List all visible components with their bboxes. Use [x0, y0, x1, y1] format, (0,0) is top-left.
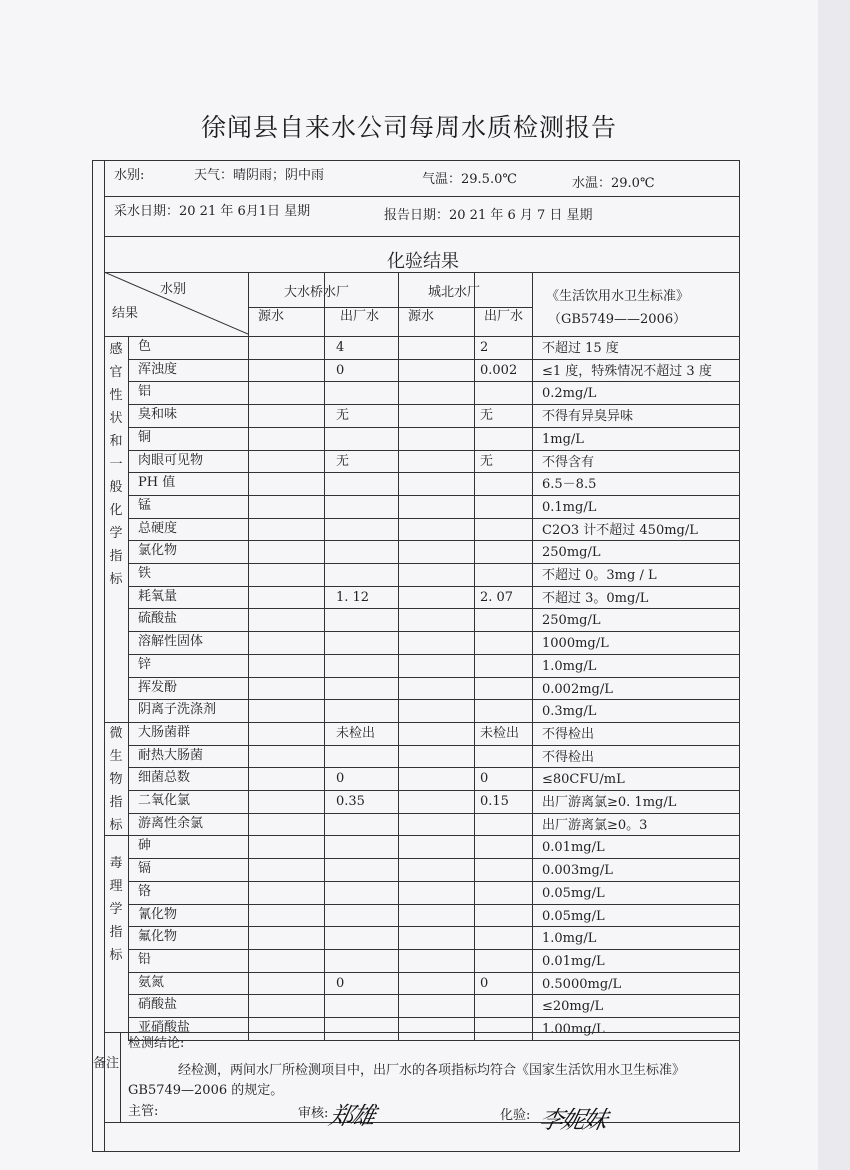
row-divider [128, 404, 740, 405]
remarks-top-divider [104, 1032, 740, 1033]
column-line-p2s [398, 272, 399, 1040]
row-divider [128, 835, 740, 836]
standard-value: 0.2mg/L [542, 386, 597, 402]
plant1-outflow-value: 0 [336, 362, 345, 378]
standard-value: 0.01mg/L [542, 953, 605, 969]
item-name: 砷 [138, 838, 152, 854]
category-microbial: 微生物指标 [109, 726, 123, 833]
standard-value: ≤1 度，特殊情况不超过 3 度 [542, 363, 712, 379]
standard-value: 0.3mg/L [542, 704, 597, 720]
row-divider [128, 790, 740, 791]
standard-value: 不超过 0。3mg / L [542, 568, 657, 583]
section-title: 化验结果 [387, 251, 459, 272]
row-divider [128, 359, 740, 360]
item-name: 总硬度 [138, 520, 178, 536]
item-name: 锌 [138, 656, 152, 672]
plant2-outflow-value: 2 [480, 340, 489, 355]
item-name: 色 [138, 339, 152, 354]
conclusion-line1: 经检测，两间水厂所检测项目中，出厂水的各项指标均符合《国家生活饮用水卫生标准》 [178, 1063, 686, 1078]
standard-value: 0.003mg/L [542, 863, 613, 879]
plant2-outflow-value: 0.002 [480, 362, 518, 378]
row-divider [128, 904, 740, 905]
plant2-outflow-value: 2. 07 [480, 589, 514, 605]
reviewer-label: 审核: [298, 1106, 329, 1121]
row-divider [128, 654, 740, 655]
plant1-outflow-value: 0 [336, 771, 345, 787]
row-divider [128, 1040, 740, 1041]
header-plant2: 城北水厂 [428, 285, 481, 300]
standard-value: 1.00mg/L [542, 1022, 605, 1037]
item-name: 氨氮 [138, 974, 165, 990]
item-name: 耗氧量 [138, 588, 178, 604]
row-divider [128, 926, 740, 927]
standard-value: C2O3 计不超过 450mg/L [542, 522, 698, 538]
plant2-outflow-value: 0.15 [480, 794, 509, 809]
sample-date-text: 采水日期：20 21 年 6月1日 星期 [114, 204, 311, 219]
standard-value: 1mg/L [542, 431, 584, 447]
item-name: 硫酸盐 [138, 611, 178, 627]
item-name: 锰 [138, 497, 152, 513]
standard-value: 250mg/L [542, 545, 601, 561]
item-name: 铜 [138, 429, 152, 445]
plant2-outflow-value: 0 [480, 975, 489, 991]
header-plant2-outflow: 出厂水 [484, 309, 524, 324]
water-type-label: 水别: [114, 168, 145, 183]
item-name: 亚硝酸盐 [138, 1020, 191, 1035]
plant1-outflow-value: 未检出 [336, 725, 376, 741]
row-divider [128, 949, 740, 950]
row-divider [128, 427, 740, 428]
item-name: 大肠菌群 [138, 724, 191, 740]
water-temp-text: 水温：29.0℃ [572, 176, 655, 191]
remarks-label: 备注 [92, 1056, 119, 1071]
row-divider [128, 495, 740, 496]
header-plant1-source: 源水 [258, 309, 285, 324]
row-divider [128, 631, 740, 632]
row-divider [128, 381, 740, 382]
header-result: 结果 [112, 306, 139, 321]
standard-value: 250mg/L [542, 613, 601, 629]
plant2-outflow-value: 无 [480, 453, 494, 469]
item-name: 镉 [138, 861, 152, 877]
item-name: 游离性余氯 [138, 815, 204, 831]
header-standard-line2: （GB5749——2006） [548, 312, 687, 327]
item-name: 肉眼可见物 [138, 452, 204, 468]
item-name: 铬 [138, 883, 152, 899]
header-standard-line1: 《生活饮用水卫生标准》 [546, 289, 690, 304]
row-divider [128, 677, 740, 678]
item-name: 溶解性固体 [138, 634, 204, 650]
standard-value: 6.5－8.5 [542, 477, 597, 493]
item-name: 铅 [138, 951, 152, 967]
category-sensory-chemical: 感官性状和一般化学指标 [109, 342, 123, 587]
plant-subheader-divider [248, 307, 532, 308]
standard-value: 1000mg/L [542, 636, 609, 652]
item-name: 二氧化氯 [138, 793, 191, 808]
row-divider [128, 994, 740, 995]
row-divider [128, 858, 740, 859]
row-divider [128, 881, 740, 882]
row-divider [128, 972, 740, 973]
standard-value: 不得含有 [542, 454, 595, 470]
column-line-p1s [248, 272, 249, 1040]
standard-value: 1.0mg/L [542, 658, 597, 674]
header-plant1-outflow: 出厂水 [340, 309, 380, 324]
standard-value: ≤20mg/L [542, 999, 604, 1015]
standard-value: 不得检出 [542, 749, 595, 765]
remarks-bottom-divider [104, 1122, 740, 1123]
plant1-outflow-value: 无 [336, 453, 350, 469]
item-name: 挥发酚 [138, 679, 178, 695]
item-name: 氯化物 [138, 543, 178, 559]
air-temp-text: 气温：29.5.0℃ [422, 172, 517, 187]
standard-value: 1.0mg/L [542, 931, 597, 947]
header-plant1: 大水桥水厂 [284, 285, 350, 300]
plant1-outflow-value: 4 [336, 340, 345, 355]
row-divider [128, 563, 740, 564]
info-divider [104, 196, 740, 197]
row-divider [128, 472, 740, 473]
plant1-outflow-value: 0.35 [336, 794, 365, 809]
item-name: PH 值 [138, 475, 176, 491]
item-name: 臭和味 [138, 407, 178, 423]
item-name: 浑浊度 [138, 361, 178, 377]
standard-value: 0.01mg/L [542, 840, 605, 856]
standard-value: ≤80CFU/mL [542, 772, 625, 788]
column-line-p1o [324, 272, 325, 1040]
row-divider [128, 518, 740, 519]
standard-value: 不得有异臭异味 [542, 409, 634, 425]
plant1-outflow-value: 1. 12 [336, 589, 370, 605]
conclusion-label: 检测结论: [128, 1036, 185, 1051]
plant2-outflow-value: 无 [480, 408, 494, 424]
weather-text: 天气：晴阴雨；阴中雨 [194, 168, 325, 183]
plant1-outflow-value: 无 [336, 408, 350, 424]
report-title: 徐闻县自来水公司每周水质检测报告 [200, 113, 617, 142]
conclusion-line2: GB5749—2006 的规定。 [128, 1083, 284, 1098]
standard-value: 出厂游离氯≥0. 1mg/L [542, 795, 677, 810]
plant1-outflow-value: 0 [336, 975, 345, 991]
item-name: 氟化物 [138, 929, 178, 945]
category-toxicological: 毒理学指标 [109, 856, 123, 963]
date-divider [104, 236, 740, 237]
header-water-type: 水别 [160, 282, 187, 297]
item-name: 铁 [138, 566, 152, 581]
row-divider [128, 813, 740, 814]
row-divider [128, 745, 740, 746]
row-divider [128, 586, 740, 587]
row-divider [128, 540, 740, 541]
plant2-outflow-value: 未检出 [480, 725, 520, 741]
item-name: 氰化物 [138, 906, 178, 922]
standard-value: 0.05mg/L [542, 908, 605, 924]
item-name: 阴离子洗涤剂 [138, 702, 217, 718]
standard-value: 出厂游离氯≥0。3 [542, 817, 648, 833]
item-name: 细菌总数 [138, 770, 191, 786]
plant2-outflow-value: 0 [480, 771, 489, 787]
column-line-p2o [474, 272, 475, 1040]
reviewer-signature: 郑雄 [326, 1102, 377, 1130]
standard-value: 0.002mg/L [542, 681, 613, 697]
item-name: 耐热大肠菌 [138, 747, 204, 763]
standard-value: 不得检出 [542, 726, 595, 742]
tester-signature: 李妮妹 [536, 1106, 609, 1134]
item-name: 铝 [138, 384, 152, 400]
report-date-text: 报告日期：20 21 年 6 月 7 日 星期 [384, 208, 593, 223]
row-divider [128, 699, 740, 700]
header-bottom-divider [104, 336, 740, 337]
row-divider [128, 608, 740, 609]
row-divider [128, 1017, 740, 1018]
standard-value: 不超过 3。0mg/L [542, 590, 649, 606]
standard-value: 不超过 15 度 [542, 341, 619, 356]
remarks-label-divider [120, 1032, 121, 1122]
column-line-item [128, 336, 129, 1040]
tester-label: 化验: [500, 1108, 531, 1123]
standard-value: 0.05mg/L [542, 885, 605, 901]
standard-value: 0.1mg/L [542, 499, 597, 515]
item-name: 硝酸盐 [138, 997, 178, 1013]
row-divider [128, 450, 740, 451]
supervisor-label: 主管: [128, 1104, 159, 1119]
standard-value: 0.5000mg/L [542, 976, 622, 992]
row-divider [128, 722, 740, 723]
header-plant2-source: 源水 [408, 309, 435, 324]
row-divider [128, 767, 740, 768]
column-line-std [532, 272, 533, 1040]
